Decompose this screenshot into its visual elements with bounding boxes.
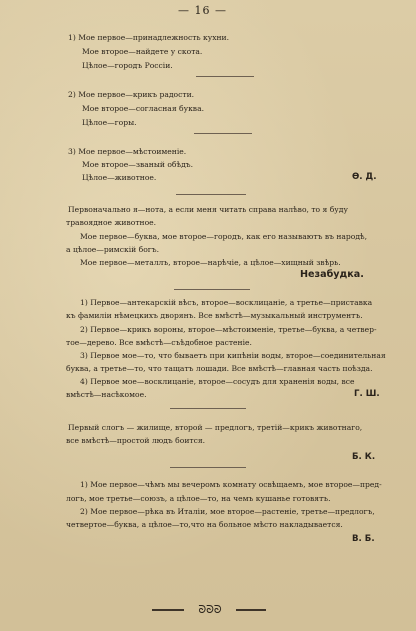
riddle3-line3: Цѣлое—животное. xyxy=(82,173,157,182)
puzzle5-line2: логъ, мое третье—союзъ, а цѣлое—то, на чемъ кушанье готовятъ. xyxy=(66,494,331,503)
riddle1-line3: Цѣлое—городъ Россіи. xyxy=(82,61,173,70)
signature: Ѳ. Д. xyxy=(352,172,377,182)
divider xyxy=(170,408,246,409)
riddle1-line1: 1) Мое первое—принадлежность кухни. xyxy=(68,33,230,42)
puzzle2-line1: Первоначально я—нота, а если меня читать справа налѣво, то я буду xyxy=(68,205,348,214)
signature: В. Б. xyxy=(352,534,375,544)
puzzle3-line8: вмѣстѣ—насѣкомое. xyxy=(66,390,147,399)
riddle2-line3: Цѣлое—горы. xyxy=(82,118,137,127)
puzzle2-line3: Мое первое—буква, мое второе—городъ, как его называютъ въ народѣ, xyxy=(80,232,368,241)
page-number: — 16 — xyxy=(178,4,227,17)
divider xyxy=(176,194,246,195)
signature: Г. Ш. xyxy=(354,389,380,399)
divider xyxy=(196,76,254,77)
puzzle3-line6: буква, а третье—то, что тащатъ лошади. Все вмѣстѣ—главная часть поѣзда. xyxy=(66,364,373,373)
puzzle2-line4: а цѣлое—римскій богъ. xyxy=(66,245,159,254)
signature: Б. К. xyxy=(352,452,376,462)
riddle3-line1: 3) Мое первое—мѣстоименіе. xyxy=(68,147,187,156)
puzzle2-line2: травоядное животное. xyxy=(66,218,157,227)
divider xyxy=(194,133,252,134)
puzzle3-line5: 3) Первое мое—то, что бываетъ при кипѣніи воды, второе—соединительная xyxy=(80,351,386,360)
ornament-line-left xyxy=(152,609,184,611)
riddle2-line2: Мое второе—согласная буква. xyxy=(82,104,205,113)
puzzle4-line1: Первый слогъ — жилище, второй — предлогъ, третій—крикъ животнаго, xyxy=(68,423,363,432)
signature: Незабудка. xyxy=(300,269,364,280)
puzzle3-line7: 4) Первое мое—восклицаніе, второе—сосудъ для храненія воды, все xyxy=(80,377,355,386)
puzzle3-line3: 2) Первое—крикъ вороны, второе—мѣстоименіе, третье—буква, а четвер- xyxy=(80,325,377,334)
riddle2-line1: 2) Мое первое—крикъ радости. xyxy=(68,90,195,99)
ornament-line-right xyxy=(236,609,266,611)
divider xyxy=(170,467,246,468)
puzzle4-line2: все вмѣстѣ—простой людъ боится. xyxy=(66,436,206,445)
ornament-flourish-icon: ᘐᘐᘐ xyxy=(198,603,222,616)
puzzle3-line4: тое—дерево. Все вмѣстѣ—съѣдобное растеніе. xyxy=(66,338,252,347)
puzzle5-line3: 2) Мое первое—рѣка въ Италіи, мое второе—растеніе, третье—предлогъ, xyxy=(80,507,375,516)
riddle1-line2: Мое второе—найдете у скота. xyxy=(82,47,203,56)
puzzle5-line4: четвертое—буква, а цѣлое—то,что на больное мѣсто накладывается. xyxy=(66,520,343,529)
puzzle3-line2: къ фамиліи нѣмецкихъ дворянъ. Все вмѣстѣ—музыкальный инструментъ. xyxy=(66,311,363,320)
puzzle5-line1: 1) Мое первое—чѣмъ мы вечеромъ комнату освѣщаемъ, мое второе—пред- xyxy=(80,480,382,489)
divider xyxy=(174,289,250,290)
riddle3-line2: Мое второе—званый обѣдъ. xyxy=(82,160,193,169)
puzzle3-line1: 1) Первое—антекарскій вѣсъ, второе—восклицаніе, а третье—приставка xyxy=(80,298,373,307)
puzzle2-line5: Мое первое—металлъ, второе—нарѣчіе, а цѣлое—хищный звѣрь. xyxy=(80,258,341,267)
